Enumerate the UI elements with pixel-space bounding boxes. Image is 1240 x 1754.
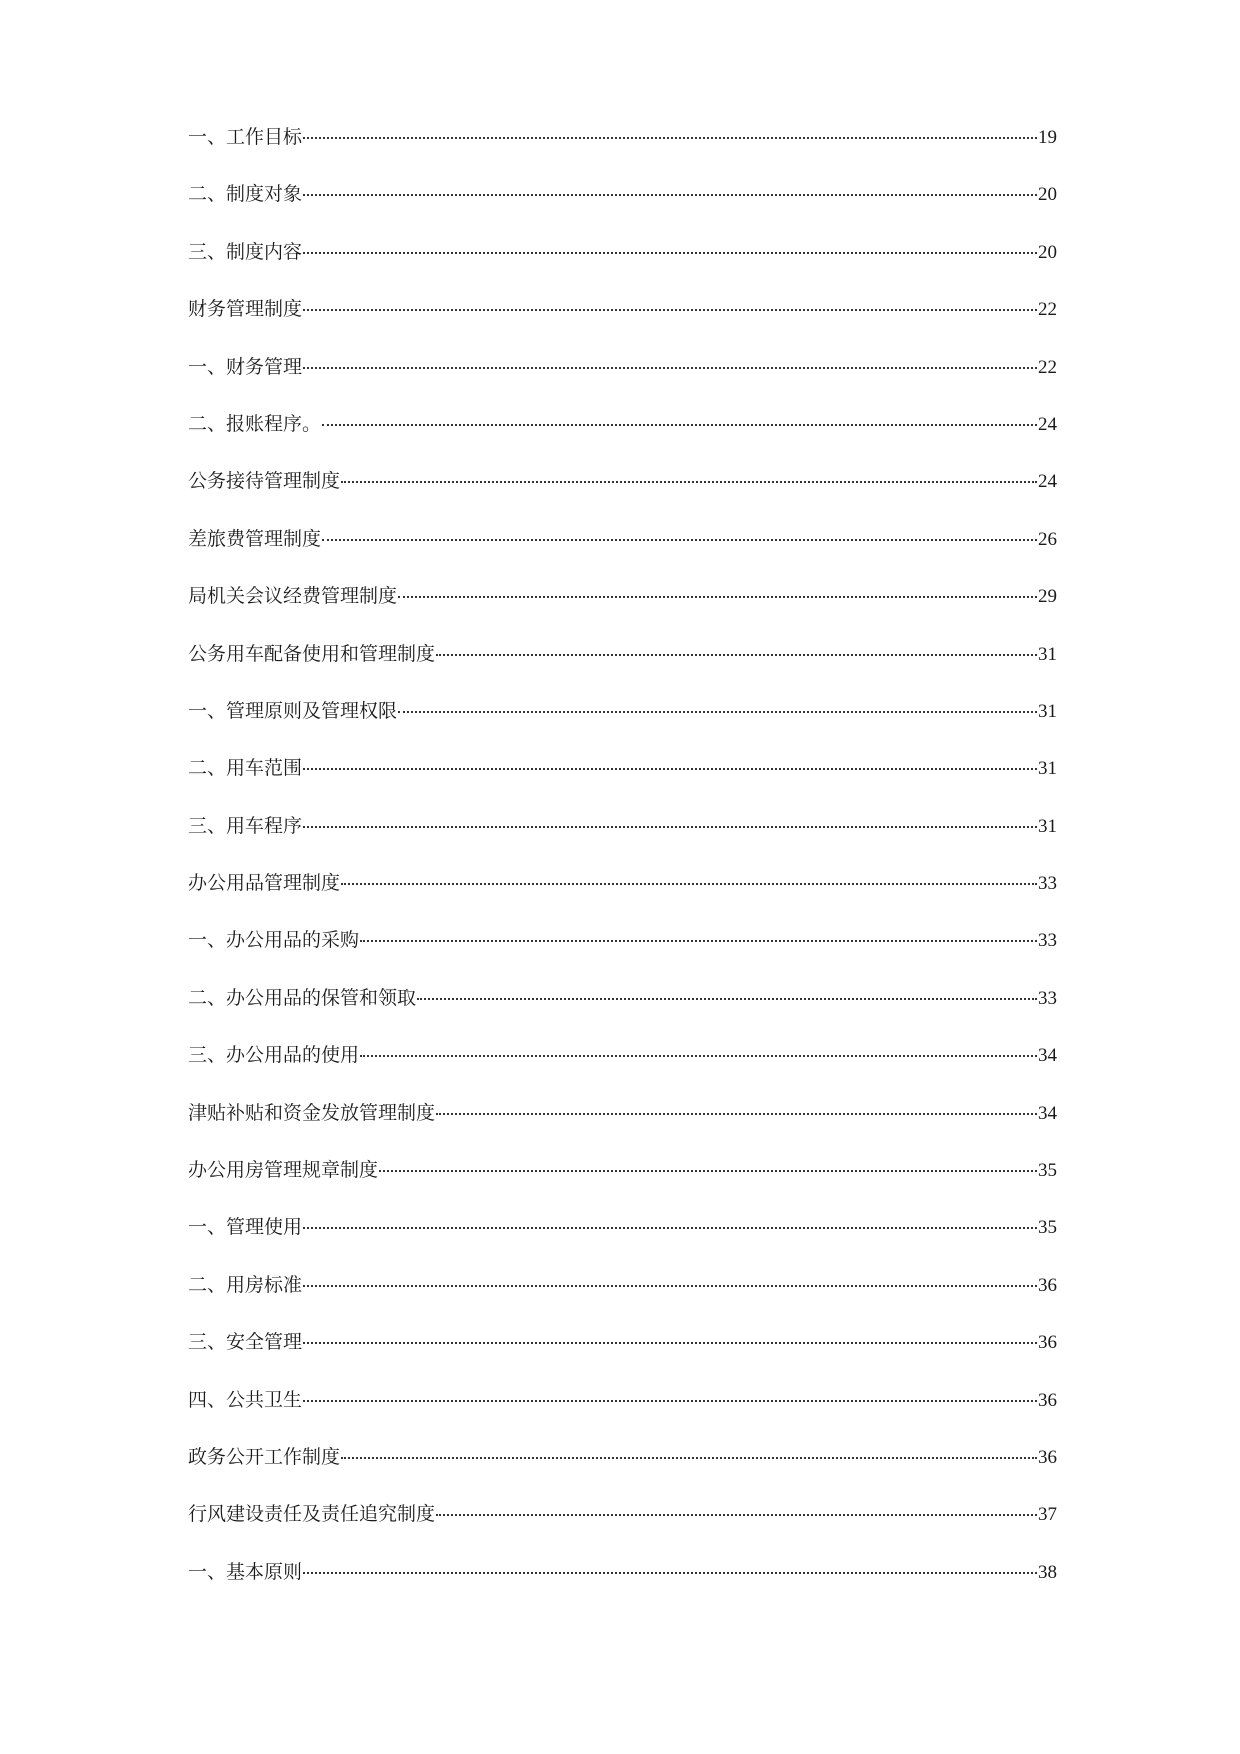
- toc-dot-leader: [322, 539, 1037, 541]
- toc-entry-page: 35: [1038, 1160, 1057, 1182]
- toc-entry-title: 四、公共卫生: [188, 1388, 303, 1411]
- toc-dot-leader: [303, 1285, 1037, 1287]
- toc-dot-leader: [303, 252, 1037, 254]
- toc-entry-title: 一、办公用品的采购: [188, 929, 360, 952]
- toc-entry[interactable]: [188, 1503, 1057, 1560]
- toc-dot-leader: [436, 1113, 1037, 1115]
- toc-entry-page: 29: [1038, 586, 1057, 608]
- toc-entry[interactable]: [188, 987, 1057, 1044]
- toc-entry-page: 31: [1038, 643, 1057, 665]
- toc-entry[interactable]: [188, 700, 1057, 757]
- toc-entry[interactable]: [188, 183, 1057, 240]
- toc-dot-leader: [303, 1227, 1037, 1229]
- toc-entry[interactable]: [188, 757, 1057, 814]
- toc-entry-title: 二、报账程序。: [188, 412, 322, 435]
- toc-dot-leader: [303, 1400, 1037, 1402]
- toc-entry-page: 34: [1038, 1045, 1057, 1067]
- toc-entry-title: 三、用车程序: [188, 814, 303, 837]
- toc-entry-title: 差旅费管理制度: [188, 527, 322, 550]
- toc-entry[interactable]: [188, 643, 1057, 700]
- toc-dot-leader: [303, 137, 1037, 139]
- toc-entry[interactable]: [188, 872, 1057, 929]
- toc-dot-leader: [303, 194, 1037, 196]
- toc-entry-page: 19: [1038, 127, 1057, 148]
- toc-dot-leader: [436, 654, 1037, 656]
- toc-entry-title: 局机关会议经费管理制度: [188, 585, 398, 608]
- toc-dot-leader: [398, 596, 1037, 598]
- toc-entry-page: 31: [1038, 700, 1057, 722]
- toc-entry-title: 一、工作目标: [188, 126, 303, 148]
- toc-entry[interactable]: [188, 1102, 1057, 1159]
- toc-dot-leader: [341, 883, 1037, 885]
- toc-entry-page: 31: [1038, 758, 1057, 780]
- toc-entry-page: 22: [1038, 356, 1057, 378]
- toc-entry[interactable]: [188, 470, 1057, 527]
- toc-entry-page: 20: [1038, 184, 1057, 206]
- toc-entry-page: 22: [1038, 299, 1057, 321]
- toc-dot-leader: [303, 768, 1037, 770]
- toc-entry-title: 办公用房管理规章制度: [188, 1159, 379, 1182]
- toc-entry-page: 33: [1038, 987, 1057, 1009]
- toc-entry-title: 一、管理使用: [188, 1216, 303, 1239]
- toc-entry-page: 33: [1038, 930, 1057, 952]
- toc-entry[interactable]: [188, 413, 1057, 470]
- toc-entry[interactable]: [188, 528, 1057, 585]
- toc-entry[interactable]: [188, 356, 1057, 413]
- toc-entry[interactable]: [188, 126, 1057, 183]
- toc-entry-title: 二、制度对象: [188, 183, 303, 206]
- toc-entry-title: 行风建设责任及责任追究制度: [188, 1503, 436, 1526]
- toc-entry-title: 二、办公用品的保管和领取: [188, 986, 417, 1009]
- toc-entry-page: 31: [1038, 815, 1057, 837]
- toc-entry[interactable]: [188, 1331, 1057, 1388]
- toc-dot-leader: [341, 481, 1037, 483]
- table-of-contents: [188, 126, 1057, 1618]
- toc-entry-title: 三、办公用品的使用: [188, 1044, 360, 1067]
- toc-entry[interactable]: [188, 929, 1057, 986]
- toc-entry[interactable]: [188, 1389, 1057, 1446]
- toc-entry-page: 35: [1038, 1217, 1057, 1239]
- toc-entry-title: 公务接待管理制度: [188, 470, 341, 493]
- toc-entry-title: 一、财务管理: [188, 355, 303, 378]
- toc-entry-title: 二、用车范围: [188, 757, 303, 780]
- toc-dot-leader: [360, 1055, 1037, 1057]
- toc-dot-leader: [303, 367, 1037, 369]
- toc-entry-page: 33: [1038, 873, 1057, 895]
- toc-entry-title: 一、管理原则及管理权限: [188, 699, 398, 722]
- toc-entry[interactable]: [188, 1159, 1057, 1216]
- toc-entry[interactable]: [188, 298, 1057, 355]
- toc-entry-page: 37: [1038, 1504, 1057, 1526]
- toc-entry-page: 20: [1038, 241, 1057, 263]
- toc-entry[interactable]: [188, 1561, 1057, 1618]
- toc-entry-page: 36: [1038, 1274, 1057, 1296]
- toc-entry-title: 办公用品管理制度: [188, 872, 341, 895]
- toc-dot-leader: [303, 1572, 1037, 1574]
- toc-entry[interactable]: [188, 585, 1057, 642]
- toc-dot-leader: [398, 711, 1037, 713]
- toc-dot-leader: [303, 1342, 1037, 1344]
- toc-entry[interactable]: [188, 815, 1057, 872]
- toc-dot-leader: [303, 309, 1037, 311]
- toc-entry-page: 24: [1038, 471, 1057, 493]
- toc-entry[interactable]: [188, 1044, 1057, 1101]
- toc-entry-title: 公务用车配备使用和管理制度: [188, 642, 436, 665]
- toc-entry-page: 36: [1038, 1446, 1057, 1468]
- toc-entry-title: 三、制度内容: [188, 240, 303, 263]
- toc-dot-leader: [341, 1457, 1037, 1459]
- toc-entry-title: 政务公开工作制度: [188, 1445, 341, 1468]
- toc-dot-leader: [379, 1170, 1037, 1172]
- toc-entry-page: 26: [1038, 528, 1057, 550]
- toc-entry-page: 36: [1038, 1332, 1057, 1354]
- toc-entry-title: 一、基本原则: [188, 1560, 303, 1583]
- toc-entry-title: 津贴补贴和资金发放管理制度: [188, 1101, 436, 1124]
- toc-entry[interactable]: [188, 1216, 1057, 1273]
- toc-entry[interactable]: [188, 241, 1057, 298]
- toc-dot-leader: [360, 940, 1037, 942]
- toc-dot-leader: [417, 998, 1037, 1000]
- toc-entry-page: 34: [1038, 1102, 1057, 1124]
- toc-entry-title: 三、安全管理: [188, 1331, 303, 1354]
- toc-entry[interactable]: [188, 1274, 1057, 1331]
- toc-dot-leader: [303, 826, 1037, 828]
- toc-entry-page: 24: [1038, 413, 1057, 435]
- toc-entry[interactable]: [188, 1446, 1057, 1503]
- toc-entry-page: 38: [1038, 1561, 1057, 1583]
- toc-dot-leader: [436, 1514, 1037, 1516]
- toc-entry-title: 财务管理制度: [188, 298, 303, 321]
- toc-entry-title: 二、用房标准: [188, 1273, 303, 1296]
- toc-entry-page: 36: [1038, 1389, 1057, 1411]
- toc-dot-leader: [322, 424, 1037, 426]
